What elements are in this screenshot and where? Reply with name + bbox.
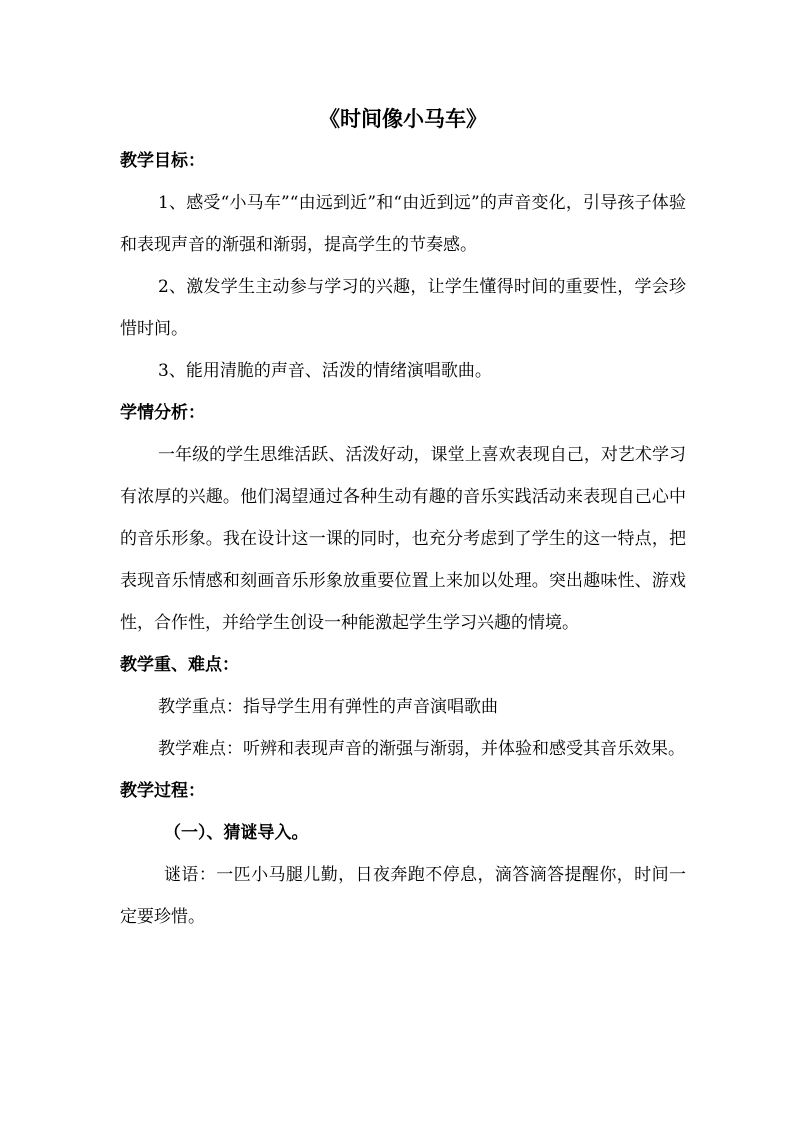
analysis-heading: 学情分析：	[120, 403, 205, 423]
riddle-paragraph: 谜语：一匹小马腿儿勤，日夜奔跑不停息，滴答滴答提醒你，时间一定要珍惜。	[120, 865, 686, 927]
teaching-focus: 教学重点：指导学生用有弹性的声音演唱歌曲	[158, 697, 498, 717]
process-heading: 教学过程：	[120, 781, 205, 801]
goal-item-1: 1、感受“小马车”“由远到近”和“由近到远”的声音变化，引导孩子体验和表现声音的渐强和渐弱，提高学生的节奏感。	[120, 193, 686, 255]
analysis-paragraph: 一年级的学生思维活跃、活泼好动，课堂上喜欢表现自己，对艺术学习有浓厚的兴趣。他们渴望通过各种生动有趣的音乐实践活动来表现自己心中的音乐形象。我在设计这一课的同时，也充分考虑到了学生的这一特点，把表现音乐情感和刻画音乐形象放重要位置上来加以处理。突出趣味性、游戏性，合作性，并给学生创设一种能激起学生学习兴趣的情境。	[120, 445, 686, 633]
goal-item-2: 2、激发学生主动参与学习的兴趣，让学生懂得时间的重要性，学会珍惜时间。	[120, 277, 686, 339]
keypoints-heading: 教学重、难点：	[120, 655, 239, 675]
document-title: 《时间像小马车》	[319, 106, 487, 131]
goals-heading: 教学目标：	[120, 151, 205, 171]
goal-item-3: 3、能用清脆的声音、活泼的情绪演唱歌曲。	[158, 361, 492, 381]
process-step-1: （一）、猜谜导入。	[164, 823, 309, 843]
teaching-difficulty: 教学难点：听辨和表现声音的渐强与渐弱，并体验和感受其音乐效果。	[158, 739, 685, 759]
lesson-plan-body	[120, 98, 686, 938]
